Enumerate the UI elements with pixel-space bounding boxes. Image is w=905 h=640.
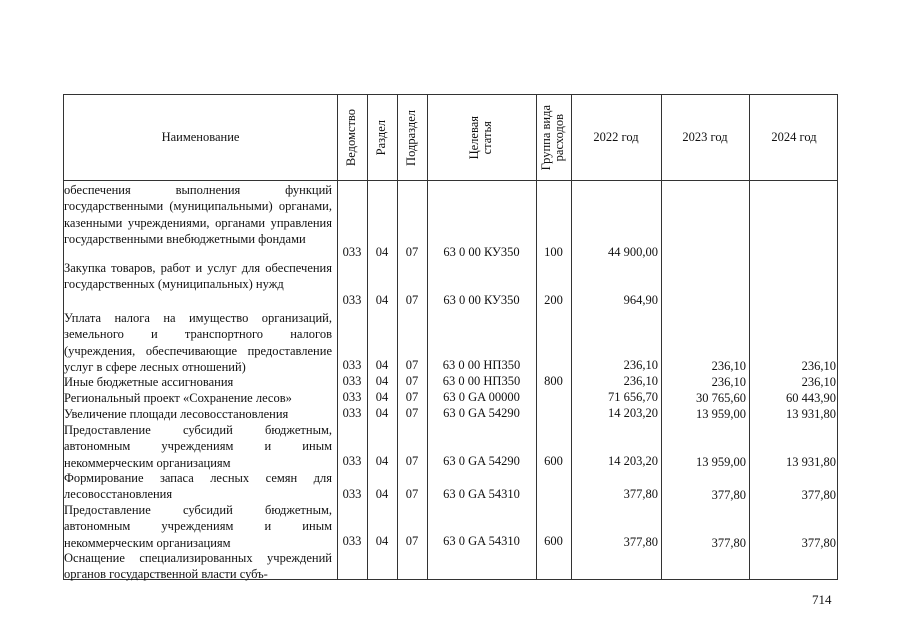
row-cs: 63 0 GA 54310 <box>443 534 520 548</box>
row-2024: 377,80 <box>801 536 836 550</box>
row-cs: 63 0 00 НП350 <box>442 358 521 372</box>
row-2023: 377,80 <box>711 536 746 550</box>
row-2022: 14 203,20 <box>608 406 658 420</box>
row-razdel: 04 <box>375 245 389 259</box>
row-cs: 63 0 00 КУ350 <box>443 293 520 307</box>
row-2022: 236,10 <box>623 374 658 388</box>
row-name: Формирование запаса лесных семян для лесовосстановления <box>64 471 332 502</box>
row-ved: 033 <box>342 487 362 501</box>
row-2023: 13 959,00 <box>696 407 746 421</box>
row-podrazdel: 07 <box>405 390 419 404</box>
row-2023: 236,10 <box>711 375 746 389</box>
row-name: Предоставление субсидий бюджетным, автономным учреждениям и иным некоммерческим организациям <box>64 503 332 550</box>
header-cs: Целевая статья <box>467 116 495 160</box>
row-podrazdel: 07 <box>405 406 419 420</box>
row-name: Региональный проект «Сохранение лесов» <box>64 391 292 405</box>
row-razdel: 04 <box>375 358 389 372</box>
row-name: Уплата налога на имущество организаций, земельного и транспортного налогов (учреждения, обеспечивающие предоставление услуг в сфере лесных отношений) <box>64 311 332 375</box>
row-vr: 200 <box>544 293 563 307</box>
row-2022: 236,10 <box>623 358 658 372</box>
row-vr: 800 <box>544 374 563 388</box>
row-name: Увеличение площади лесовосстановления <box>64 407 289 421</box>
row-razdel: 04 <box>375 406 389 420</box>
row-cs: 63 0 GA 54310 <box>443 487 520 501</box>
row-2022: 14 203,20 <box>608 454 658 468</box>
row-2022: 71 656,70 <box>608 390 658 404</box>
header-gvr: Группа вида расходов <box>539 105 567 171</box>
row-ved: 033 <box>342 390 362 404</box>
row-2024: 236,10 <box>801 359 836 373</box>
budget-table <box>63 94 838 580</box>
row-podrazdel: 07 <box>405 454 419 468</box>
row-cs: 63 0 GA 54290 <box>443 406 520 420</box>
row-ved: 033 <box>342 406 362 420</box>
row-2022: 377,80 <box>623 487 658 501</box>
row-name: Закупка товаров, работ и услуг для обеспечения государственных (муниципальных) нужд <box>64 261 332 292</box>
row-name: Предоставление субсидий бюджетным, автономным учреждениям и иным некоммерческим организациям <box>64 423 332 470</box>
row-vr: 600 <box>544 534 563 548</box>
row-ved: 033 <box>342 374 362 388</box>
row-name: Иные бюджетные ассигнования <box>64 375 234 389</box>
header-2023: 2023 год <box>682 130 728 145</box>
header-razdel: Раздел <box>374 120 389 156</box>
row-2024: 13 931,80 <box>786 407 836 421</box>
row-cs: 63 0 00 НП350 <box>442 374 521 388</box>
row-2023: 13 959,00 <box>696 455 746 469</box>
row-2024: 377,80 <box>801 488 836 502</box>
row-cs: 63 0 00 КУ350 <box>443 245 520 259</box>
row-cs: 63 0 GA 00000 <box>443 390 520 404</box>
row-2024: 60 443,90 <box>786 391 836 405</box>
row-podrazdel: 07 <box>405 487 419 501</box>
row-2023: 377,80 <box>711 488 746 502</box>
row-razdel: 04 <box>375 293 389 307</box>
row-2022: 44 900,00 <box>608 245 658 259</box>
row-ved: 033 <box>342 358 362 372</box>
row-2022: 964,90 <box>623 293 658 307</box>
row-razdel: 04 <box>375 374 389 388</box>
header-name: Наименование <box>161 130 240 145</box>
row-ved: 033 <box>342 454 362 468</box>
row-ved: 033 <box>342 293 362 307</box>
header-2024: 2024 год <box>771 130 817 145</box>
row-2024: 236,10 <box>801 375 836 389</box>
row-podrazdel: 07 <box>405 293 419 307</box>
row-vr: 600 <box>544 454 563 468</box>
header-ved: Ведомство <box>344 109 359 167</box>
row-name: обеспечения выполнения функций государственными (муниципальными) органами, казенными учреждениями, органами управления государственными внебюджетными фондами <box>64 183 332 247</box>
row-razdel: 04 <box>375 487 389 501</box>
row-2023: 30 765,60 <box>696 391 746 405</box>
row-razdel: 04 <box>375 454 389 468</box>
row-2022: 377,80 <box>623 535 658 549</box>
row-ved: 033 <box>342 245 362 259</box>
row-vr: 100 <box>544 245 563 259</box>
row-ved: 033 <box>342 534 362 548</box>
row-podrazdel: 07 <box>405 358 419 372</box>
row-podrazdel: 07 <box>405 374 419 388</box>
row-razdel: 04 <box>375 390 389 404</box>
row-2023: 236,10 <box>711 359 746 373</box>
row-razdel: 04 <box>375 534 389 548</box>
row-podrazdel: 07 <box>405 534 419 548</box>
row-2024: 13 931,80 <box>786 455 836 469</box>
row-podrazdel: 07 <box>405 245 419 259</box>
row-name: Оснащение специализированных учреждений органов государственной власти субъ- <box>64 551 332 582</box>
header-podrazdel: Подраздел <box>404 110 419 166</box>
header-2022: 2022 год <box>593 130 639 145</box>
page-number: 714 <box>812 592 832 607</box>
row-cs: 63 0 GA 54290 <box>443 454 520 468</box>
